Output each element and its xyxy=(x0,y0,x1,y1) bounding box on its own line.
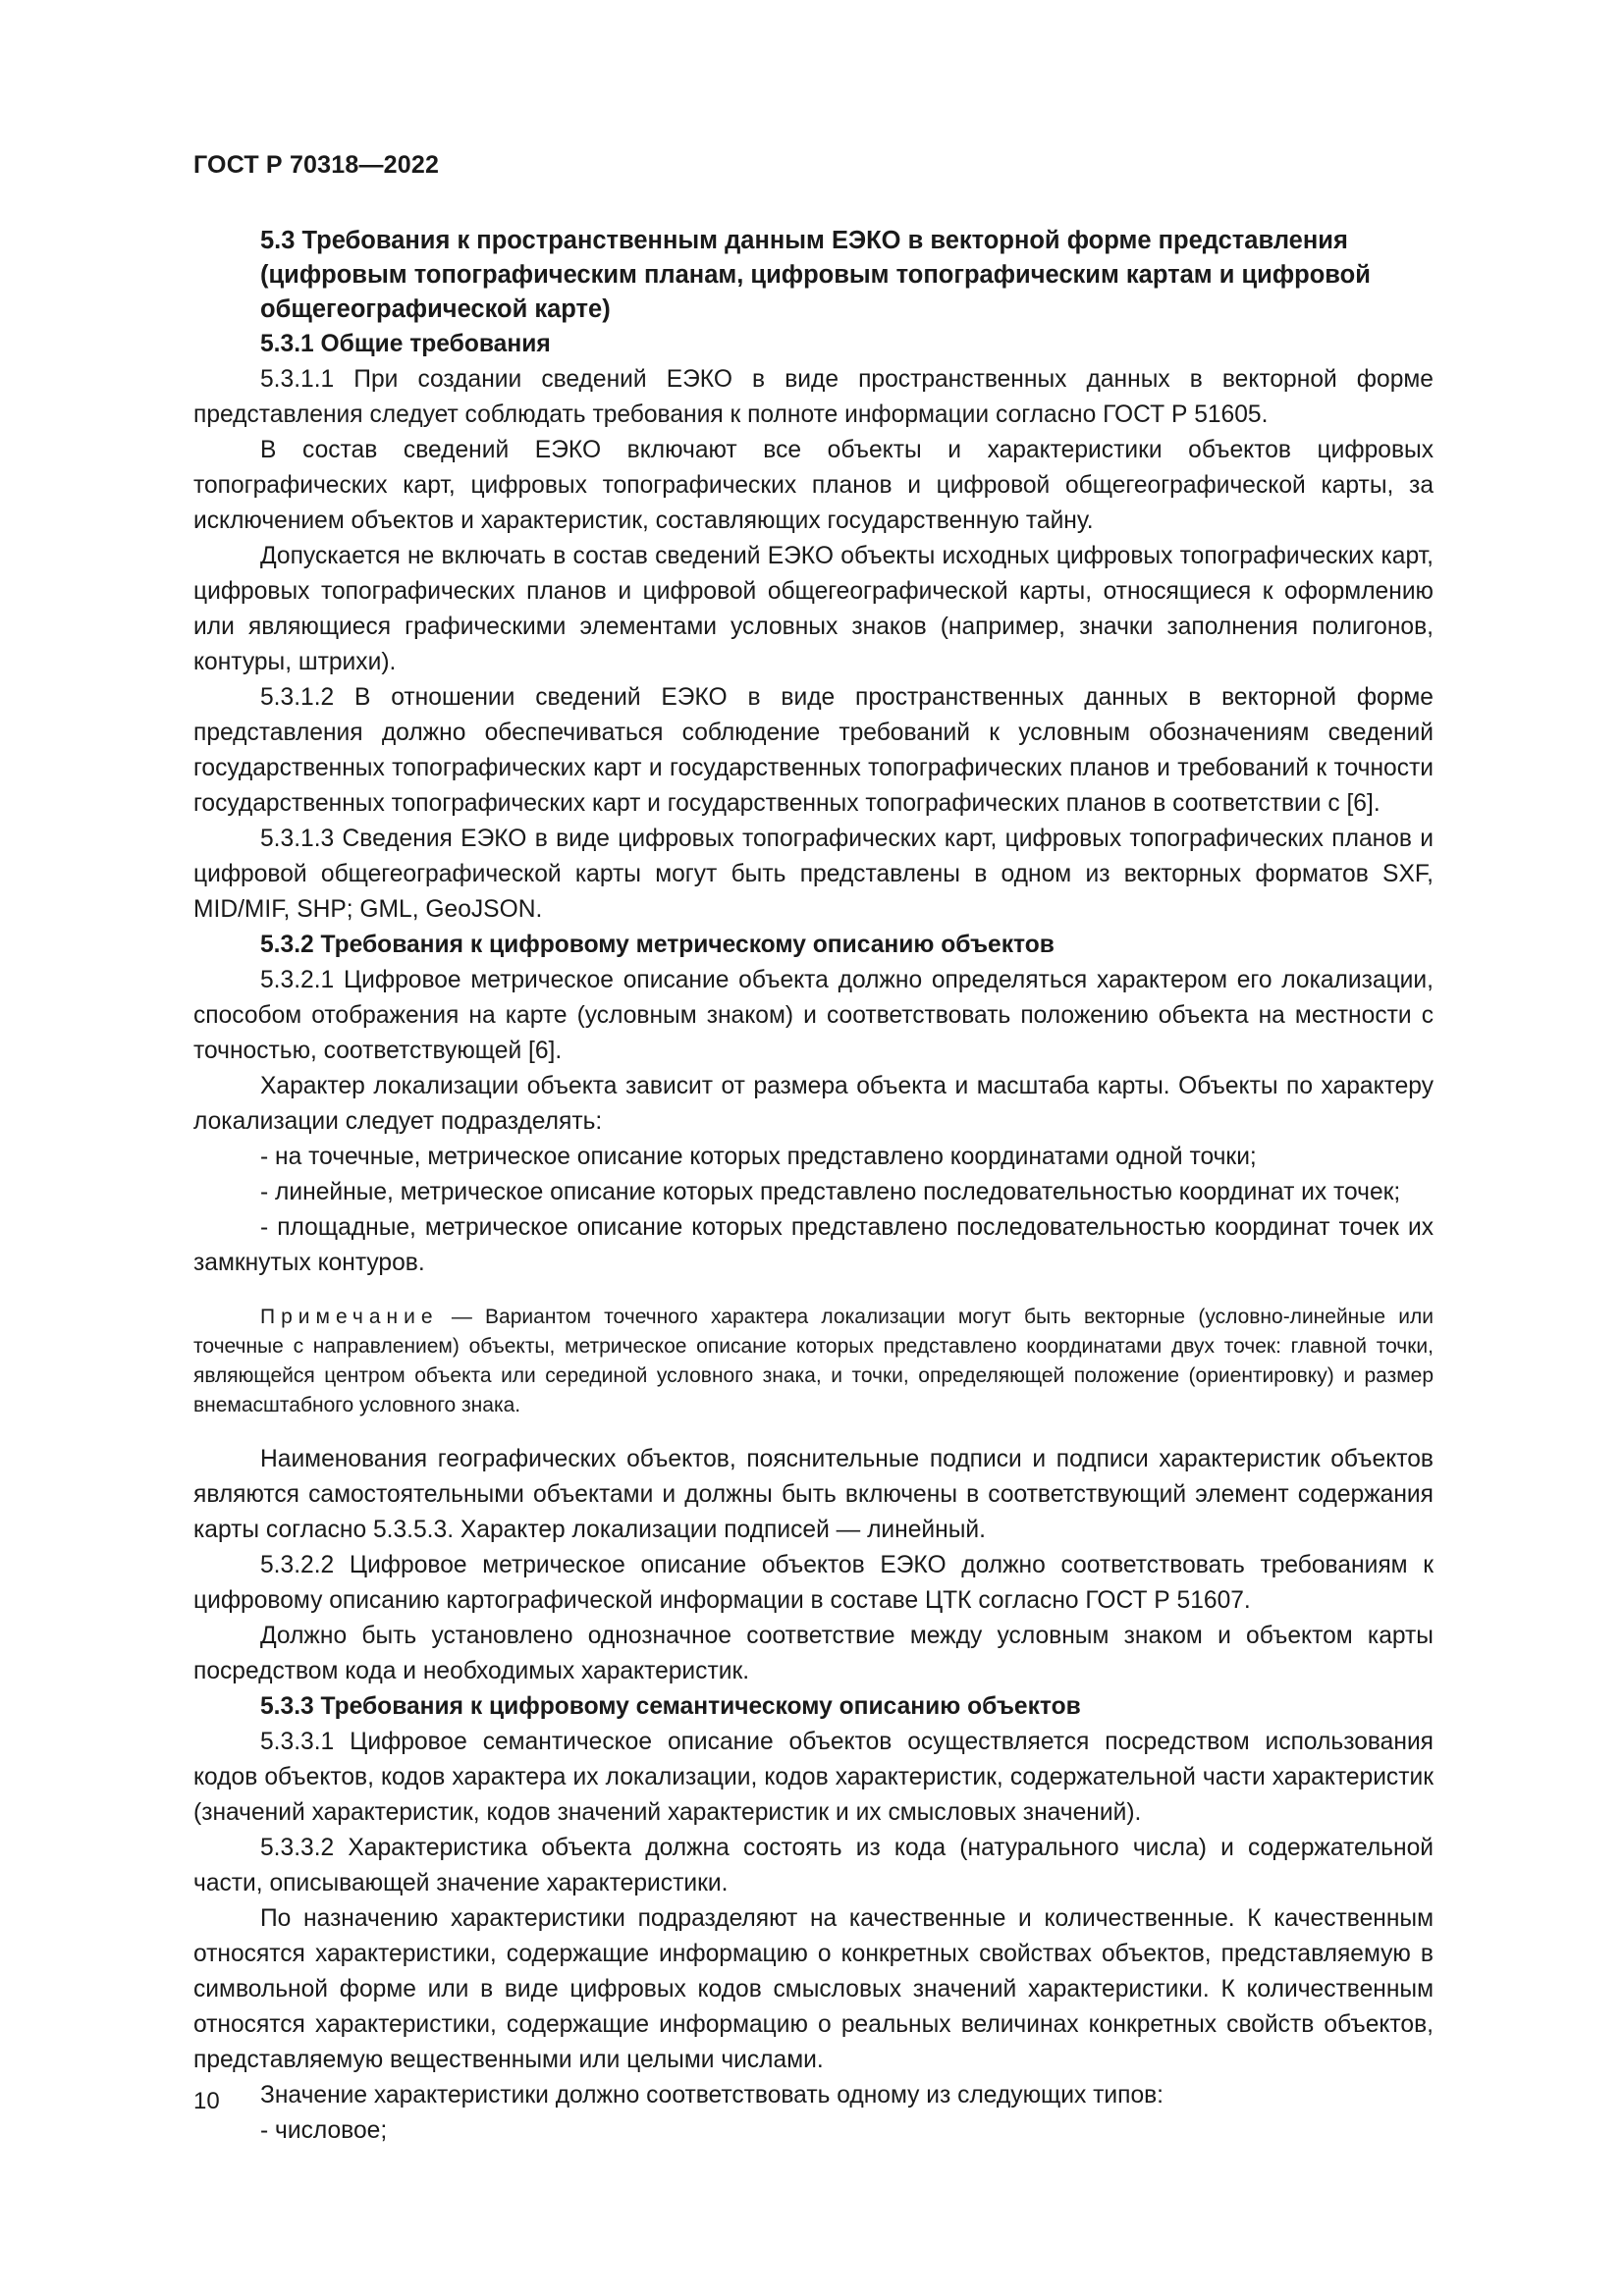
paragraph: 5.3.1.3 Сведения ЕЭКО в виде цифровых топографических карт, цифровых топографических планов и цифровой общегеографической карты могут быть представлены в одном из векторных форматов SXF, MID/MIF, SHP; GML, GeoJSON. xyxy=(193,826,1434,923)
list-item: - линейные, метрическое описание которых представлено последовательностью координат их точек; xyxy=(260,1179,1401,1205)
note-block xyxy=(193,1303,1434,1420)
subsection-heading: 5.3.3 Требования к цифровому семантическому описанию объектов xyxy=(260,1693,1081,1720)
document-code-header: ГОСТ Р 70318—2022 xyxy=(193,151,440,179)
paragraph: Значение характеристики должно соответствовать одному из следующих типов: xyxy=(260,2082,1164,2109)
note-text xyxy=(193,1303,1434,1420)
list-item: - числовое; xyxy=(260,2117,388,2144)
note-label: Примечание xyxy=(260,1306,439,1328)
paragraph: 5.3.2.1 Цифровое метрическое описание объекта должно определяться характером его локализации, способом отображения на карте (условным знаком) и соответствовать положению объекта на местности с точностью, соответствующей [6]. xyxy=(193,967,1434,1064)
section-title: 5.3 Требования к пространственным данным ЕЭКО в векторной форме представления (цифровым топографическим планам, цифровым топографическим картам и цифровой общегеографической карте) xyxy=(260,227,1371,323)
paragraph: Наименования географических объектов, пояснительные подписи и подписи характеристик объектов являются самостоятельными объектами и должны быть включены в соответствующий элемент содержания карты согласно 5.3.5.3. Характер локализации подписей — линейный. xyxy=(193,1446,1434,1543)
paragraph: 5.3.1.1 При создании сведений ЕЭКО в виде пространственных данных в векторной форме представления следует соблюдать требования к полноте информации согласно ГОСТ Р 51605. xyxy=(193,366,1434,428)
paragraph: 5.3.2.2 Цифровое метрическое описание объектов ЕЭКО должно соответствовать требованиям к цифровому описанию картографической информации в составе ЦТК согласно ГОСТ Р 51607. xyxy=(193,1552,1434,1614)
paragraph: В состав сведений ЕЭКО включают все объекты и характеристики объектов цифровых топографических карт, цифровых топографических планов и цифровой общегеографической карты, за исключением объектов и характеристик, составляющих государственную тайну. xyxy=(193,437,1434,534)
note-body: — Вариантом точечного характера локализации могут быть векторные (условно-линейные или точечные с направлением) объекты, метрическое описание которых представлено координатами двух точек: главной точки, являющейся центром объекта или серединой условного знака, и точки, определяющей положение (ориентировку) и размер внемасштабного условного знака. xyxy=(193,1306,1434,1416)
document-body xyxy=(193,224,1434,2149)
paragraph: По назначению характеристики подразделяют на качественные и количественные. К качественным относятся характеристики, содержащие информацию о конкретных свойствах объектов, представляемую в символьной форме или в виде цифровых кодов смысловых значений характеристики. К количественным относятся характеристики, содержащие информацию о реальных величинах конкретных свойств объектов, представляемую вещественными или целыми числами. xyxy=(193,1905,1434,2073)
subsection-heading: 5.3.2 Требования к цифровому метрическому описанию объектов xyxy=(260,932,1055,958)
paragraph: 5.3.3.2 Характеристика объекта должна состоять из кода (натурального числа) и содержательной части, описывающей значение характеристики. xyxy=(193,1835,1434,1896)
paragraph: Допускается не включать в состав сведений ЕЭКО объекты исходных цифровых топографических карт, цифровых топографических планов и цифровой общегеографической карты, относящиеся к оформлению или являющиеся графическими элементами условных знаков (например, значки заполнения полигонов, контуры, штрихи). xyxy=(193,543,1434,675)
page-number: 10 xyxy=(193,2088,220,2114)
paragraph: 5.3.3.1 Цифровое семантическое описание объектов осуществляется посредством использования кодов объектов, кодов характера их локализации, кодов характеристик, содержательной части характеристик (значений характеристик, кодов значений характеристик и их смысловых значений). xyxy=(193,1729,1434,1826)
paragraph: 5.3.1.2 В отношении сведений ЕЭКО в виде пространственных данных в векторной форме представления должно обеспечиваться соблюдение требований к условным обозначениям сведений государственных топографических карт и государственных топографических планов и требований к точности государственных топографических карт и государственных топографических планов в соответствии с [6]. xyxy=(193,684,1434,817)
paragraph: Характер локализации объекта зависит от размера объекта и масштаба карты. Объекты по характеру локализации следует подразделять: xyxy=(193,1073,1434,1135)
list-item: - на точечные, метрическое описание которых представлено координатами одной точки; xyxy=(260,1144,1257,1170)
paragraph: Должно быть установлено однозначное соответствие между условным знаком и объектом карты посредством кода и необходимых характеристик. xyxy=(193,1623,1434,1684)
subsection-heading: 5.3.1 Общие требования xyxy=(260,331,551,357)
list-item: - площадные, метрическое описание которых представлено последовательностью координат точек их замкнутых контуров. xyxy=(193,1214,1434,1276)
